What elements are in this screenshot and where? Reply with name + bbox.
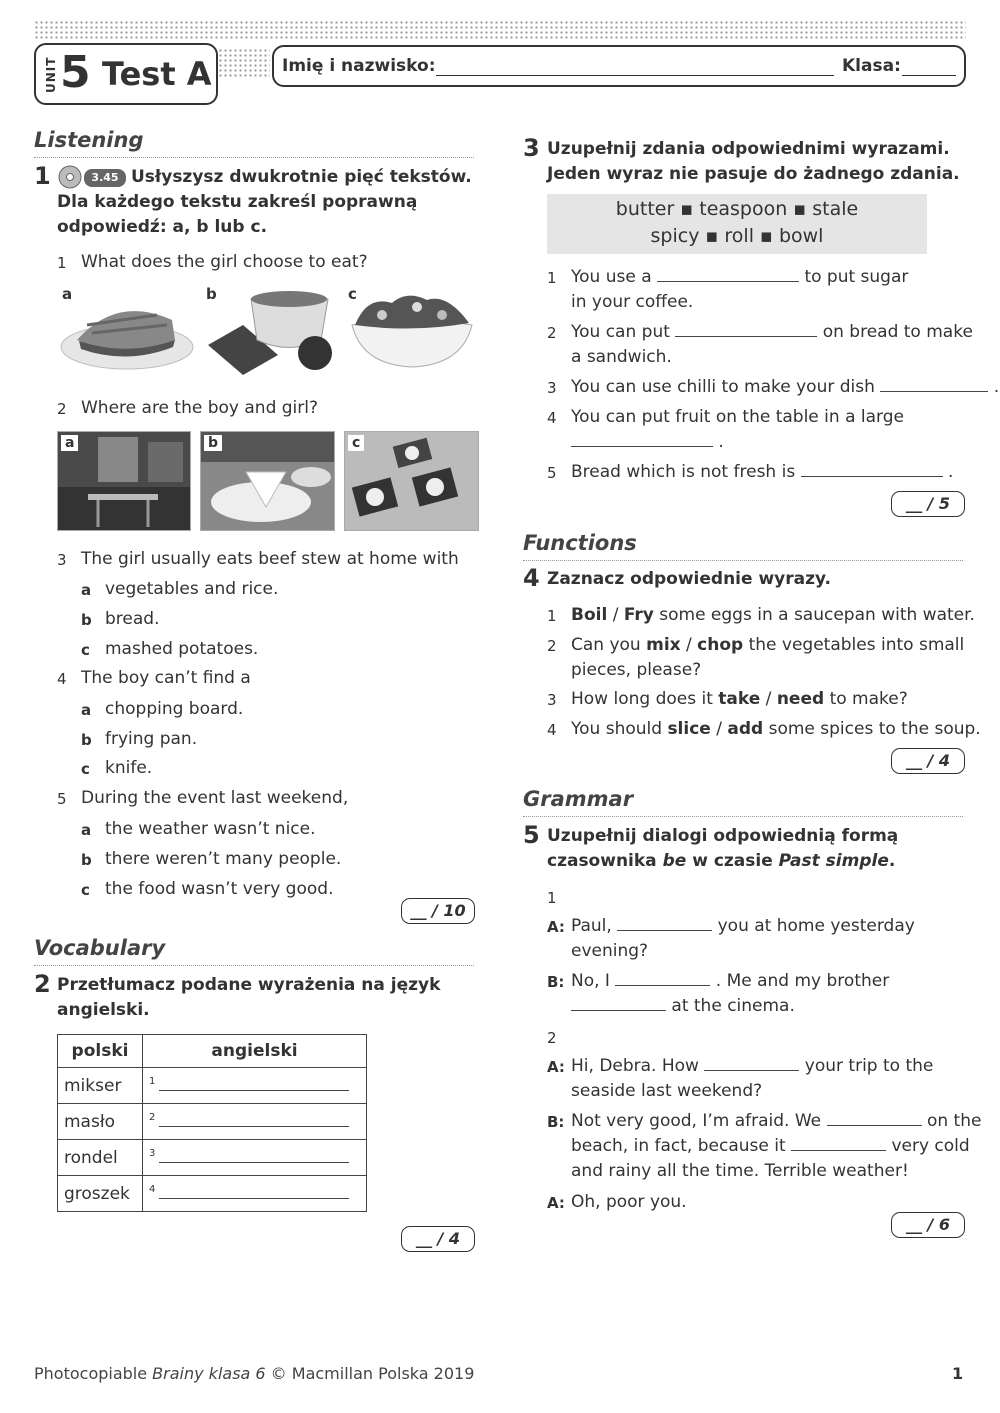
option-text[interactable]: frying pan. xyxy=(105,729,198,749)
sentence xyxy=(571,265,908,290)
sentence-text: to put sugar xyxy=(804,267,909,287)
table-row xyxy=(58,1140,367,1176)
question-number: 1 xyxy=(57,254,67,272)
sentence-text: the vegetables into small xyxy=(743,635,965,655)
dialogue-text: Paul, xyxy=(571,916,612,936)
option-letter: c xyxy=(81,881,90,899)
header-dots-top xyxy=(34,20,966,40)
exercise-number: 4 xyxy=(523,564,540,592)
unit-label: UNIT xyxy=(44,56,58,93)
answer-number: 2 xyxy=(149,1111,156,1123)
name-class-box xyxy=(272,45,966,87)
score-box: __ / 4 xyxy=(401,1226,475,1252)
instruction: Uzupełnij zdania odpowiednimi wyrazami. xyxy=(547,139,950,159)
item-number: 3 xyxy=(547,691,557,709)
score-box: __ / 4 xyxy=(891,748,965,774)
option-letter: b xyxy=(204,435,222,451)
answer-blank[interactable] xyxy=(571,432,713,447)
table-row xyxy=(58,1176,367,1212)
option-text[interactable]: knife. xyxy=(105,758,153,778)
unit-title-box xyxy=(34,43,218,105)
option-text[interactable]: bread. xyxy=(105,609,160,629)
salad-icon xyxy=(347,285,477,380)
instruction-text: Past simple xyxy=(778,851,889,871)
sentence-text: You can put fruit on the table in a large xyxy=(571,407,904,427)
dialogue-text: evening? xyxy=(571,941,649,961)
section-title-listening: Listening xyxy=(34,128,144,152)
section-title-functions: Functions xyxy=(523,531,637,555)
instruction-text: be xyxy=(662,851,687,871)
instruction: Dla każdego tekstu zakreśl poprawną xyxy=(57,192,418,212)
sentence-number: 3 xyxy=(547,379,557,397)
speaker-label: A: xyxy=(547,1194,565,1212)
polish-word: rondel xyxy=(58,1140,143,1176)
sentence xyxy=(571,375,999,400)
answer-blank[interactable] xyxy=(704,1056,799,1071)
sentence-text: You use a xyxy=(571,267,652,287)
photo-salad[interactable] xyxy=(347,285,477,380)
instruction: Usłyszysz dwukrotnie pięć tekstów. xyxy=(131,167,472,187)
option-text[interactable]: vegetables and rice. xyxy=(105,579,279,599)
exercise-number: 3 xyxy=(523,134,540,162)
instruction: odpowiedź: a, b lub c. xyxy=(57,217,268,237)
option-letter: b xyxy=(81,851,92,869)
option-letter: c xyxy=(81,760,90,778)
answer-blank[interactable] xyxy=(571,996,666,1011)
dialogue-text: . Me and my brother xyxy=(715,971,890,991)
option-letter: c xyxy=(348,285,357,303)
sentence xyxy=(571,460,953,485)
sentence-text: to make? xyxy=(824,689,908,709)
answer-blank[interactable] xyxy=(159,1076,349,1091)
sentence-number: 1 xyxy=(547,269,557,287)
item-number: 4 xyxy=(547,721,557,739)
instruction: Przetłumacz podane wyrażenia na język xyxy=(57,975,441,995)
photo-table-setting[interactable] xyxy=(344,431,479,531)
dialogue-text: you at home yesterday xyxy=(717,916,915,936)
choice-sentence xyxy=(571,687,908,712)
answer-blank[interactable] xyxy=(159,1148,349,1163)
speaker-label: B: xyxy=(547,973,565,991)
word-bank xyxy=(547,194,927,254)
section-rule xyxy=(34,965,474,966)
sentence-text: on bread to make xyxy=(822,322,973,342)
dialogue-line xyxy=(571,1134,970,1159)
dialogue-line xyxy=(571,914,915,939)
sentence-text: in your coffee. xyxy=(571,292,694,312)
option-letter: a xyxy=(81,821,92,839)
sentence xyxy=(571,430,724,455)
answer-blank[interactable] xyxy=(615,971,710,986)
answer-blank[interactable] xyxy=(827,1111,922,1126)
slash: / xyxy=(607,605,624,625)
option-letter: b xyxy=(81,731,92,749)
answer-blank[interactable] xyxy=(791,1136,886,1151)
answer-blank[interactable] xyxy=(880,377,988,392)
cd-icon xyxy=(58,165,82,189)
sentence-text: You can put xyxy=(571,322,670,342)
soup-icon xyxy=(203,285,343,380)
option-letter: c xyxy=(81,641,90,659)
footer-text: © Macmillan Polska 2019 xyxy=(265,1364,475,1383)
photo-restaurant[interactable] xyxy=(200,431,335,531)
choice-word[interactable]: Boil xyxy=(571,605,608,625)
sentence-text: Can you xyxy=(571,635,647,655)
dialogue-text: Hi, Debra. How xyxy=(571,1056,699,1076)
instruction: Uzupełnij dialogi odpowiednią formą xyxy=(547,826,899,846)
speaker-label: B: xyxy=(547,1113,565,1131)
page-number: 1 xyxy=(952,1364,964,1383)
column-header-english: angielski xyxy=(143,1035,367,1068)
dialogue-text: your trip to the xyxy=(804,1056,934,1076)
dialogue-text: No, I xyxy=(571,971,610,991)
option-text[interactable]: there weren’t many people. xyxy=(105,849,342,869)
sentence-text: You can use chilli to make your dish xyxy=(571,377,875,397)
choice-word[interactable]: need xyxy=(776,689,825,709)
dialogue-line xyxy=(571,1054,933,1079)
instruction-text: w czasie xyxy=(686,851,779,871)
column-header-polish: polski xyxy=(58,1035,143,1068)
footer-text: Photocopiable xyxy=(34,1364,153,1383)
option-letter: a xyxy=(62,285,73,303)
sentence xyxy=(571,320,973,345)
sentence-text: pieces, please? xyxy=(571,660,702,680)
sentence-text: . xyxy=(718,432,724,452)
exercise-number: 5 xyxy=(523,821,540,849)
photo-kitchen[interactable] xyxy=(57,431,191,531)
option-letter: a xyxy=(81,581,92,599)
class-label: Klasa: xyxy=(842,56,901,76)
dialogue-number: 2 xyxy=(547,1029,557,1047)
speaker-label: A: xyxy=(547,1058,565,1076)
dialogue-line xyxy=(571,994,795,1019)
choice-sentence xyxy=(571,603,975,628)
speaker-label: A: xyxy=(547,918,565,936)
dialogue-text: Oh, poor you. xyxy=(571,1192,687,1212)
choice-word[interactable]: add xyxy=(727,719,764,739)
unit-number: 5 xyxy=(60,47,91,98)
score-box: __ / 6 xyxy=(891,1212,965,1238)
polish-word: masło xyxy=(58,1104,143,1140)
name-input-line[interactable] xyxy=(436,75,834,76)
section-rule xyxy=(523,816,963,817)
instruction xyxy=(547,849,895,874)
option-text[interactable]: the weather wasn’t nice. xyxy=(105,819,316,839)
table-setting-icon xyxy=(345,432,478,530)
photo-sandwich[interactable] xyxy=(57,285,197,380)
question-text: What does the girl choose to eat? xyxy=(81,252,368,272)
dialogue-line xyxy=(571,969,889,994)
sentence-text: a sandwich. xyxy=(571,347,672,367)
item-number: 1 xyxy=(547,607,557,625)
answer-cell[interactable] xyxy=(143,1176,367,1212)
answer-cell[interactable] xyxy=(143,1068,367,1104)
dialogue-text: seaside last weekend? xyxy=(571,1081,763,1101)
choice-word[interactable]: take xyxy=(718,689,761,709)
polish-word: mikser xyxy=(58,1068,143,1104)
question-text: The boy can’t find a xyxy=(81,668,251,688)
item-number: 2 xyxy=(547,637,557,655)
choice-sentence xyxy=(571,633,964,658)
footer-copyright xyxy=(34,1364,474,1383)
slash: / xyxy=(680,635,698,655)
dialogue-line xyxy=(571,1109,981,1134)
option-letter: b xyxy=(81,611,92,629)
answer-blank[interactable] xyxy=(617,916,712,931)
dialogue-text: beach, in fact, because it xyxy=(571,1136,786,1156)
polish-word: groszek xyxy=(58,1176,143,1212)
answer-cell[interactable] xyxy=(143,1140,367,1176)
option-text[interactable]: mashed potatoes. xyxy=(105,639,259,659)
option-text[interactable]: chopping board. xyxy=(105,699,244,719)
answer-cell[interactable] xyxy=(143,1104,367,1140)
sentence-number: 4 xyxy=(547,409,557,427)
section-title-grammar: Grammar xyxy=(523,787,634,811)
vocabulary-table xyxy=(57,1034,367,1212)
option-text[interactable]: the food wasn’t very good. xyxy=(105,879,334,899)
dialogue-text: and rainy all the time. Terrible weather! xyxy=(571,1161,909,1181)
instruction: Zaznacz odpowiednie wyrazy. xyxy=(547,569,831,589)
track-badge: 3.45 xyxy=(84,169,126,187)
answer-blank[interactable] xyxy=(675,322,817,337)
question-text: During the event last weekend, xyxy=(81,788,349,808)
photo-soup[interactable] xyxy=(203,285,343,380)
exercise-number: 2 xyxy=(34,970,51,998)
question-number: 3 xyxy=(57,551,67,569)
sentence-text: Bread which is not fresh is xyxy=(571,462,796,482)
answer-blank[interactable] xyxy=(657,267,799,282)
footer-book-title: Brainy klasa 6 xyxy=(152,1364,266,1383)
option-letter: a xyxy=(81,701,92,719)
answer-number: 1 xyxy=(149,1075,156,1087)
choice-word[interactable]: slice xyxy=(667,719,711,739)
option-letter: a xyxy=(61,435,78,451)
instruction-text: czasownika xyxy=(547,851,663,871)
header-dots-middle xyxy=(218,48,270,78)
answer-blank[interactable] xyxy=(801,462,943,477)
question-number: 5 xyxy=(57,790,67,808)
dialogue-text: at the cinema. xyxy=(671,996,795,1016)
score-box: __ / 10 xyxy=(401,898,475,924)
sentence-text: . xyxy=(993,377,1000,397)
sentence-number: 2 xyxy=(547,324,557,342)
section-rule xyxy=(34,157,474,158)
choice-word[interactable]: mix xyxy=(646,635,681,655)
answer-number: 3 xyxy=(149,1147,156,1159)
answer-number: 4 xyxy=(149,1183,156,1195)
sentence-text: some eggs in a saucepan with water. xyxy=(653,605,975,625)
table-row xyxy=(58,1104,367,1140)
dialogue-number: 1 xyxy=(547,889,557,907)
exercise-number: 1 xyxy=(34,162,51,190)
choice-word[interactable]: chop xyxy=(697,635,744,655)
dialogue-text: very cold xyxy=(891,1136,970,1156)
test-title: Test A xyxy=(102,55,212,93)
word-bank-line: butter ▪ teaspoon ▪ stale xyxy=(615,198,859,220)
class-input-line[interactable] xyxy=(902,75,956,76)
score-box: __ / 5 xyxy=(891,491,965,517)
option-letter: b xyxy=(206,285,217,303)
answer-blank[interactable] xyxy=(159,1184,349,1199)
choice-sentence xyxy=(571,717,981,742)
section-rule xyxy=(523,560,963,561)
choice-word[interactable]: Fry xyxy=(623,605,654,625)
name-label: Imię i nazwisko: xyxy=(282,56,436,76)
question-text: Where are the boy and girl? xyxy=(81,398,319,418)
word-bank-line: spicy ▪ roll ▪ bowl xyxy=(650,225,824,247)
slash: / xyxy=(710,719,728,739)
sentence-text: How long does it xyxy=(571,689,719,709)
instruction: angielski. xyxy=(57,1000,150,1020)
dialogue-text: on the xyxy=(926,1111,982,1131)
question-text: The girl usually eats beef stew at home with xyxy=(81,549,459,569)
sentence-text: You should xyxy=(571,719,668,739)
sentence-number: 5 xyxy=(547,464,557,482)
section-title-vocabulary: Vocabulary xyxy=(34,936,166,960)
instruction-text: . xyxy=(888,851,896,871)
answer-blank[interactable] xyxy=(159,1112,349,1127)
question-number: 2 xyxy=(57,400,67,418)
question-number: 4 xyxy=(57,670,67,688)
dialogue-text: Not very good, I’m afraid. We xyxy=(571,1111,822,1131)
option-letter: c xyxy=(348,435,364,451)
sandwich-icon xyxy=(57,285,197,380)
table-row xyxy=(58,1068,367,1104)
sentence-text: some spices to the soup. xyxy=(763,719,981,739)
sentence-text: . xyxy=(948,462,954,482)
instruction: Jeden wyraz nie pasuje do żadnego zdania. xyxy=(547,164,960,184)
slash: / xyxy=(760,689,777,709)
